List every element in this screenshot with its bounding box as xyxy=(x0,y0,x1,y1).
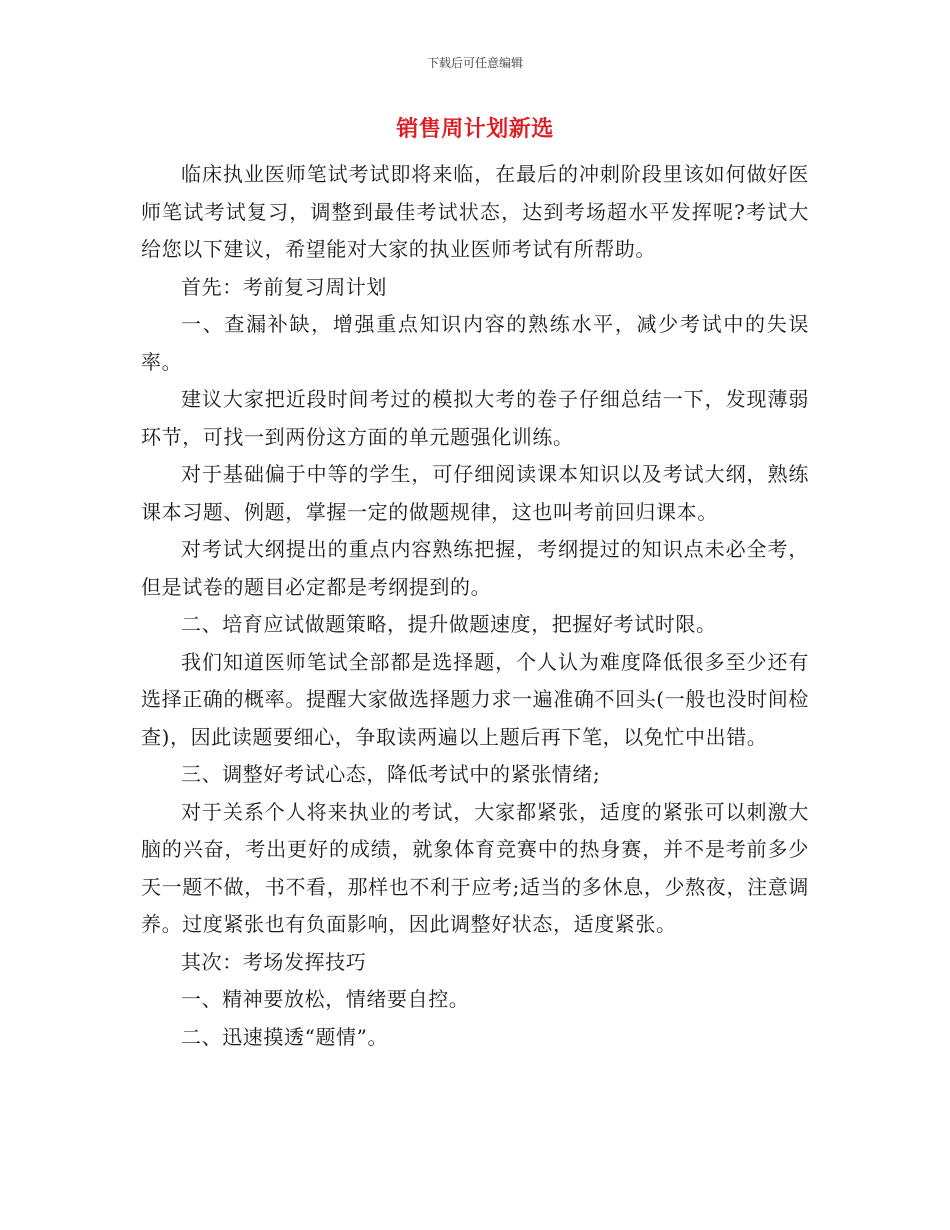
paragraph-intro: 临床执业医师笔试考试即将来临，在最后的冲刺阶段里该如何做好医师笔试考试复习，调整到最佳考试状态，达到考场超水平发挥呢?考试大给您以下建议，希望能对大家的执业医师考试有所帮助。 xyxy=(141,162,809,261)
section-heading-second: 其次：考场发挥技巧 xyxy=(181,949,367,974)
paragraph: 对于基础偏于中等的学生，可仔细阅读课本知识以及考试大纲，熟练课本习题、例题，掌握一定的做题规律，这也叫考前回归课本。 xyxy=(141,462,809,524)
point-heading-2b: 二、迅速摸透“题情”。 xyxy=(181,1024,389,1049)
header-note: 下载后可任意编辑 xyxy=(426,56,523,70)
point-heading-1: 一、查漏补缺，增强重点知识内容的熟练水平，减少考试中的失误率。 xyxy=(141,312,809,374)
point-heading-3: 三、调整好考试心态，降低考试中的紧张情绪; xyxy=(181,762,601,786)
paragraph: 对考试大纲提出的重点内容熟练把握，考纲提过的知识点未必全考，但是试卷的题目必定都是考纲提到的。 xyxy=(141,537,809,599)
paragraph: 对于关系个人将来执业的考试，大家都紧张，适度的紧张可以刺激大脑的兴奋，考出更好的成绩，就象体育竞赛中的热身赛，并不是考前多少天一题不做，书不看，那样也不利于应考;适当的多休息，少熬夜，注意调养。过度紧张也有负面影响，因此调整好状态，适度紧张。 xyxy=(141,799,809,936)
point-heading-1b: 一、精神要放松，情绪要自控。 xyxy=(181,987,470,1011)
paragraph: 建议大家把近段时间考过的模拟大考的卷子仔细总结一下，发现薄弱环节，可找一到两份这方面的单元题强化训练。 xyxy=(141,387,809,449)
document-body xyxy=(141,156,809,1056)
point-heading-2: 二、培育应试做题策略，提升做题速度，把握好考试时限。 xyxy=(181,612,717,636)
paragraph: 我们知道医师笔试全部都是选择题，个人认为难度降低很多至少还有选择正确的概率。提醒大家做选择题力求一遍准确不回头(一般也没时间检查)，因此读题要细心，争取读两遍以上题后再下笔，以免忙中出错。 xyxy=(141,649,809,749)
document-title: 销售周计划新选 xyxy=(396,117,554,142)
section-heading-first: 首先：考前复习周计划 xyxy=(181,274,387,299)
